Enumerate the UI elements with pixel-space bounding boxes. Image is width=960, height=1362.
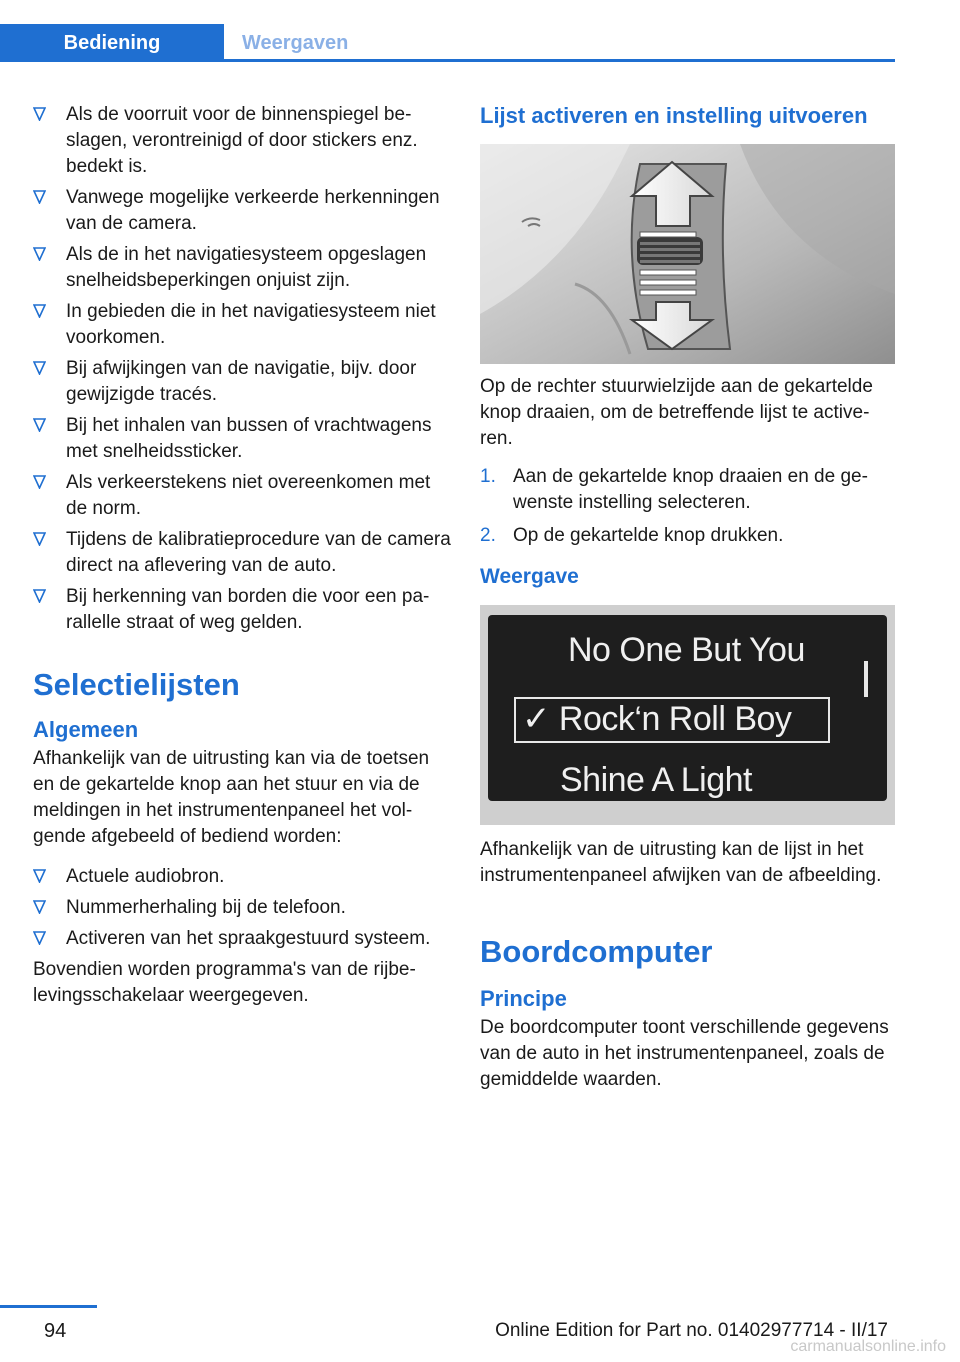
triangle-bullet-icon	[33, 532, 46, 546]
section-title-selectielijsten: Selectielijsten	[33, 667, 240, 702]
list-item-text: Als verkeerstekens niet overeenkomen met de norm.	[66, 472, 431, 519]
outro-paragraph: Bovendien worden programma's van de rijbelevingsschakelaar weergegeven.	[33, 959, 416, 1006]
heading-lijst-activeren: Lijst activeren en instelling uitvoeren	[480, 103, 868, 128]
list-item	[33, 413, 453, 465]
list-item-text: Activeren van het spraakgestuurd systeem.	[66, 928, 431, 949]
display-item-selected: ✓ Rock‘n Roll Boy	[522, 700, 792, 738]
list-item	[33, 299, 453, 351]
list-item	[33, 470, 453, 522]
triangle-bullet-icon	[33, 589, 46, 603]
triangle-bullet-icon	[33, 931, 46, 945]
list-item-text: Bij het inhalen van bussen of vrachtwagens met snelheidssticker.	[66, 415, 432, 462]
list-item	[33, 242, 453, 294]
list-item-text: Actuele audiobron.	[66, 866, 225, 887]
triangle-bullet-icon	[33, 107, 46, 121]
instrument-display	[488, 615, 887, 801]
step-number: 2.	[480, 525, 496, 546]
edition-info: Online Edition for Part no. 01402977714 - II/17	[495, 1320, 888, 1341]
header-tabbar	[0, 0, 895, 62]
footer-accent-line	[0, 1305, 97, 1308]
steering-wheel-figure	[480, 144, 895, 364]
selection-list	[33, 864, 453, 952]
triangle-bullet-icon	[33, 418, 46, 432]
intro-paragraph: Afhankelijk van de uitrusting kan via de toetsen en de gekartelde knop aan het stuur en via de meldingen in het instrumentenpaneel het volgende afgebeeld of bediend worden:	[33, 748, 430, 847]
display-item: Shine A Light	[560, 761, 753, 799]
list-item-text: Vanwege mogelijke verkeerde herkenningen van de camera.	[66, 187, 440, 234]
list-item-text: Als de voorruit voor de binnenspiegel beslagen, verontreinigd of door stickers enz. bedekt is.	[66, 104, 418, 177]
list-item	[33, 356, 453, 408]
restrictions-list	[33, 102, 453, 636]
list-item	[33, 527, 453, 579]
triangle-bullet-icon	[33, 304, 46, 318]
triangle-bullet-icon	[33, 247, 46, 261]
page-number: 94	[44, 1320, 67, 1342]
list-item	[33, 895, 453, 921]
list-item	[480, 464, 895, 516]
tab-bediening[interactable]: Bediening	[0, 24, 224, 62]
subsection-title-principe: Principe	[480, 986, 567, 1011]
step-text: Aan de gekartelde knop draaien en de gewenste instelling selecteren.	[513, 466, 868, 513]
list-item-text: Nummerherhaling bij de telefoon.	[66, 897, 346, 918]
triangle-bullet-icon	[33, 190, 46, 204]
subsection-title-algemeen: Algemeen	[33, 717, 139, 742]
list-item	[33, 926, 453, 952]
display-figure	[480, 605, 895, 825]
display-item: No One But You	[568, 631, 805, 669]
scrollbar-indicator	[864, 661, 868, 697]
instruction-paragraph: Op de rechter stuurwielzijde aan de gekartelde knop draaien, om de betreffende lijst te activeren.	[480, 376, 873, 449]
list-item-text: In gebieden die in het navigatiesysteem niet voorkomen.	[66, 301, 436, 348]
left-column	[33, 102, 453, 1009]
triangle-bullet-icon	[33, 361, 46, 375]
triangle-bullet-icon	[33, 900, 46, 914]
display-note-paragraph: Afhankelijk van de uitrusting kan de lijst in het instrumentenpaneel afwijken van de afbeelding.	[480, 839, 882, 886]
list-item-text: Tijdens de kalibratieprocedure van de camera direct na aflevering van de auto.	[66, 529, 451, 576]
tab-weergaven[interactable]: Weergaven	[242, 32, 349, 54]
principe-paragraph: De boordcomputer toont verschillende gegevens van de auto in het instrumentenpaneel, zoals de gemiddelde waarden.	[480, 1017, 889, 1090]
list-item	[33, 584, 453, 636]
list-item	[33, 185, 453, 237]
triangle-bullet-icon	[33, 869, 46, 883]
step-number: 1.	[480, 466, 496, 487]
section-title-boordcomputer: Boordcomputer	[480, 934, 713, 969]
list-item-text: Bij afwijkingen van de navigatie, bijv. door gewijzigde tracés.	[66, 358, 417, 405]
step-text: Op de gekartelde knop drukken.	[513, 525, 784, 546]
list-item-text: Bij herkenning van borden die voor een parallelle straat of weg gelden.	[66, 586, 430, 633]
list-item	[33, 102, 453, 180]
steering-wheel-buttons-image	[480, 144, 895, 364]
list-item-text: Als de in het navigatiesysteem opgeslagen snelheidsbeperkingen onjuist zijn.	[66, 244, 427, 291]
steps-list	[480, 464, 895, 549]
heading-weergave: Weergave	[480, 565, 579, 588]
list-item	[33, 864, 453, 890]
list-item	[480, 523, 895, 549]
right-column	[480, 102, 895, 1093]
watermark: carmanualsonline.info	[790, 1338, 946, 1355]
triangle-bullet-icon	[33, 475, 46, 489]
